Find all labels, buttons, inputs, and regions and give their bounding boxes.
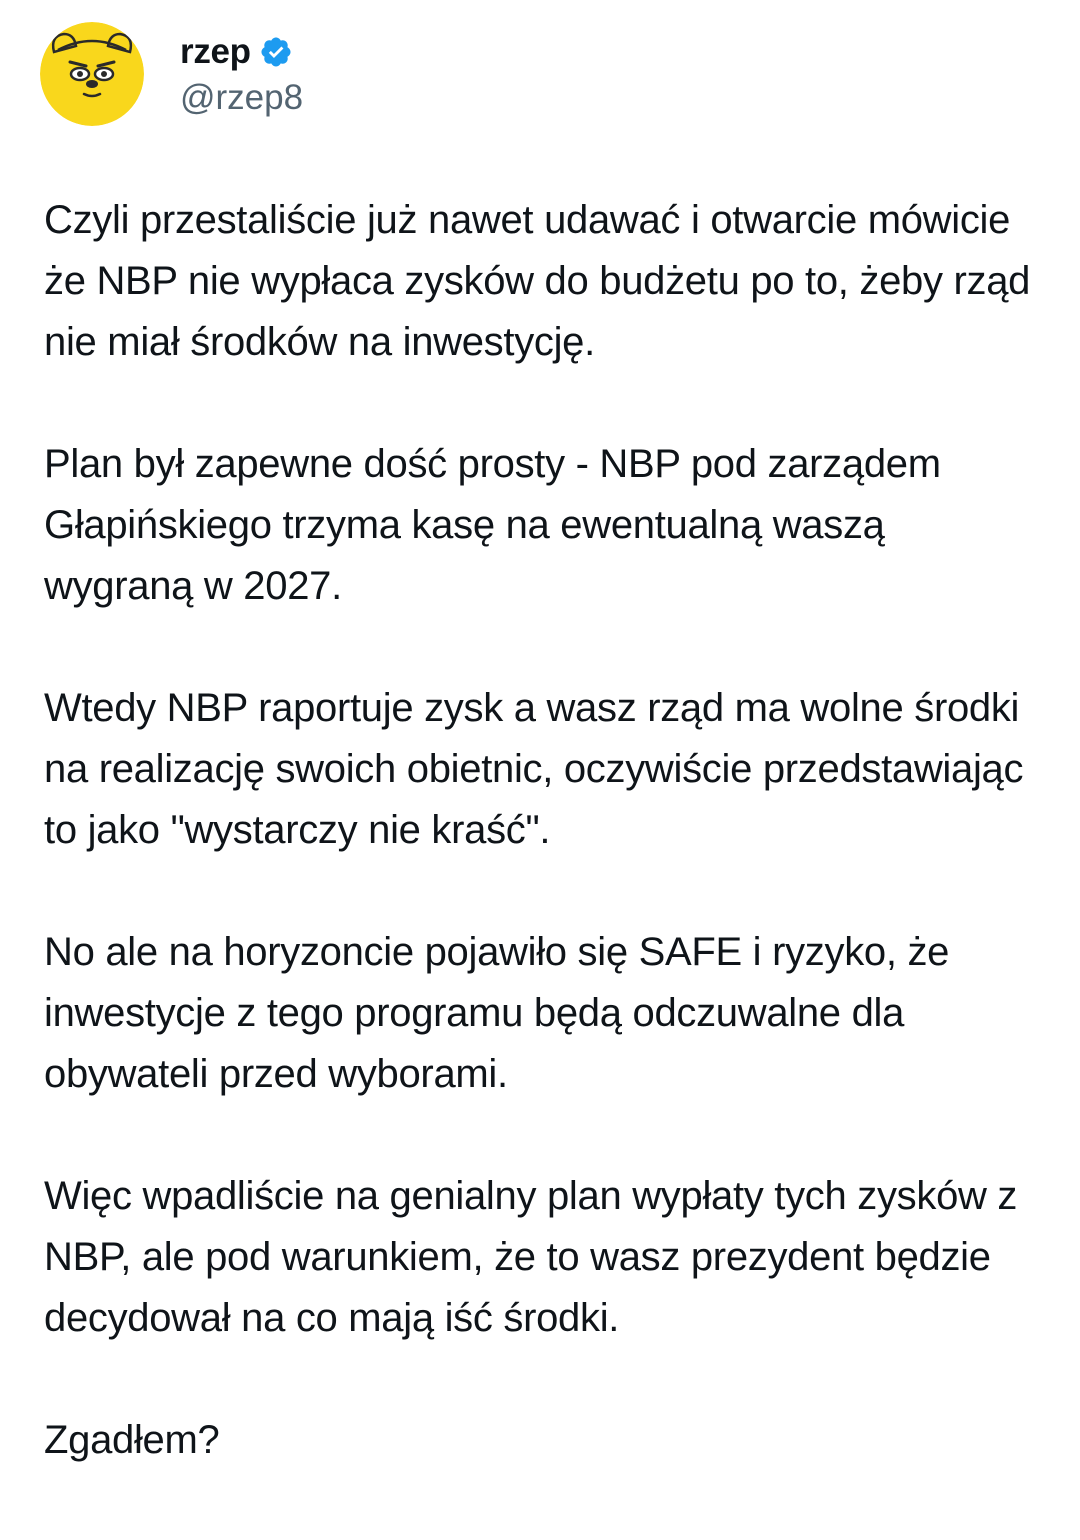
tweet-paragraph-2: Plan był zapewne dość prosty - NBP pod zarządem Głapińskiego trzyma kasę na ewentualną waszą wygraną w 2027. [44,442,941,608]
user-handle[interactable]: @rzep8 [180,78,304,117]
tweet-text [44,190,1044,1471]
tweet-paragraph-3: Wtedy NBP raportuje zysk a wasz rząd ma wolne środki na realizację swoich obietnic, oczywiście przedstawiając to jako "wystarczy nie kraść". [44,686,1024,852]
display-name[interactable]: rzep [180,32,251,71]
yellow-bear-face-icon[interactable] [40,22,144,126]
tweet-header [40,22,303,126]
user-info [180,30,303,118]
tweet-paragraph-1: Czyli przestaliście już nawet udawać i otwarcie mówicie że NBP nie wypłaca zysków do budżetu po to, żeby rząd nie miał środków na inwestycję. [44,198,1031,364]
tweet-paragraph-5: Więc wpadliście na genialny plan wypłaty tych zysków z NBP, ale pod warunkiem, że to wasz prezydent będzie decydował na co mają iść środki. [44,1174,1018,1340]
tweet-paragraph-6: Zgadłem? [44,1418,220,1462]
tweet-paragraph-4: No ale na horyzoncie pojawiło się SAFE i ryzyko, że inwestycje z tego programu będą odczuwalne dla obywateli przed wyborami. [44,930,950,1096]
verified-badge-icon [259,35,293,69]
name-row [180,30,303,74]
